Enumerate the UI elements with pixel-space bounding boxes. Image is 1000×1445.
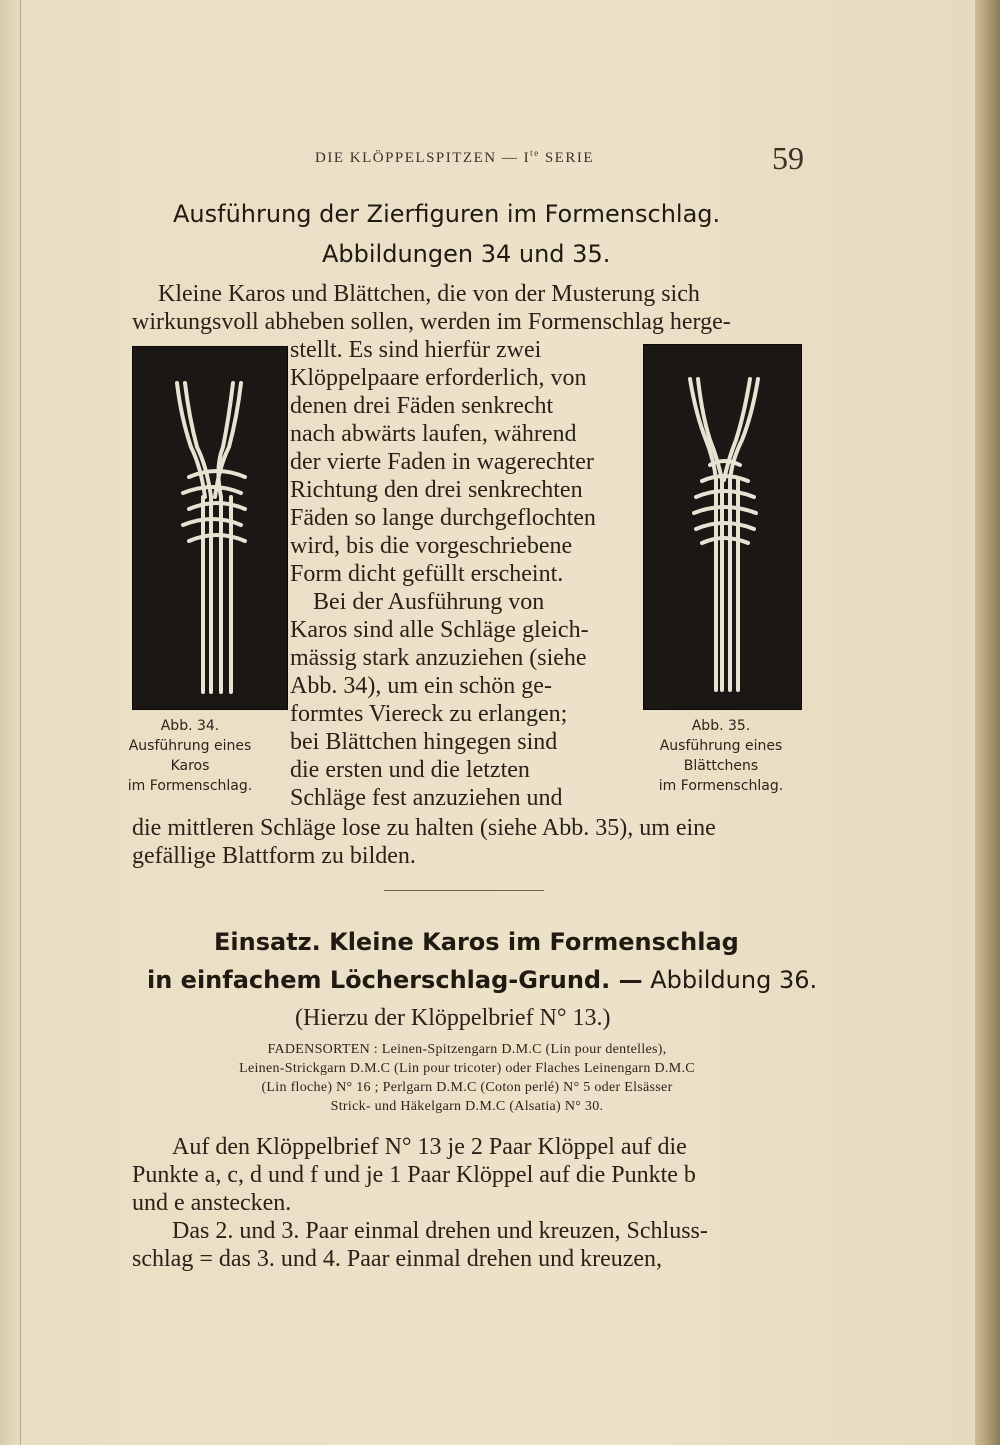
figure-35-blaettchen: [643, 344, 802, 710]
book-spine-edge: [20, 0, 21, 1445]
section2-title-line2-rest: Abbildung 36.: [642, 966, 818, 994]
para3-line: schlag = das 3. und 4. Paar einmal drehen und kreuzen,: [132, 1246, 663, 1272]
para-line: die mittleren Schläge lose zu halten (siehe Abb. 35), um eine: [132, 815, 716, 841]
fadensorten-line: Leinen-Strickgarn D.M.C (Lin pour tricoter) oder Flaches Leinengarn D.M.C: [239, 1061, 695, 1076]
para-line: Schläge fest anzuziehen und: [290, 785, 563, 811]
para-line: nach abwärts laufen, während: [290, 421, 577, 447]
page-number: 59: [772, 140, 804, 176]
fadensorten-line: FADENSORTEN : Leinen-Spitzengarn D.M.C (Lin pour dentelles),: [267, 1042, 667, 1057]
para-line: die ersten und die letzten: [290, 757, 530, 783]
lace-leaf-illustration: [644, 345, 801, 709]
section1-title-line1: Ausführung der Zierfiguren im Formenschlag.: [173, 200, 721, 228]
lace-karo-illustration: [133, 347, 287, 709]
para2-line: Punkte a, c, d und f und je 1 Paar Klöppel auf die Punkte b: [132, 1162, 696, 1188]
para-line: Fäden so lange durchgeflochten: [290, 505, 596, 531]
figure-35-caption: [636, 716, 806, 796]
fadensorten-block: [132, 1040, 802, 1116]
figure-34-caption-line1: Ausführung eines: [128, 738, 252, 754]
para-line: formtes Viereck zu erlangen;: [290, 701, 568, 727]
section-divider: [384, 890, 544, 891]
running-title-sup: te: [530, 148, 540, 158]
section2-title-line2-bold: in einfachem Löcherschlag-Grund. —: [147, 966, 643, 994]
figure-35-caption-line3: im Formenschlag.: [658, 778, 784, 794]
para-line: bei Blättchen hingegen sind: [290, 729, 558, 755]
para-line: Abb. 34), um ein schön ge-: [290, 673, 552, 699]
para2-line: Auf den Klöppelbrief N° 13 je 2 Paar Klöppel auf die: [172, 1134, 687, 1160]
para-line: wird, bis die vorgeschriebene: [290, 533, 573, 559]
book-page-edge: [975, 0, 1000, 1445]
figure-34-label: Abb. 34.: [160, 718, 220, 734]
fadensorten-line: (Lin floche) N° 16 ; Perlgarn D.M.C (Coton perlé) N° 5 oder Elsässer: [261, 1080, 673, 1095]
fadensorten-line: Strick- und Häkelgarn D.M.C (Alsatia) N° 30.: [330, 1099, 604, 1114]
section2-title-line2: [147, 966, 817, 995]
para-line: Kleine Karos und Blättchen, die von der Musterung sich: [158, 281, 700, 307]
figure-35-label: Abb. 35.: [691, 718, 751, 734]
para-line: denen drei Fäden senkrecht: [290, 393, 554, 419]
para2-line: und e anstecken.: [132, 1190, 292, 1216]
para-line: Bei der Ausführung von: [313, 589, 545, 615]
para-line: der vierte Faden in wagerechter: [290, 449, 594, 475]
para-line: Karos sind alle Schläge gleich-: [290, 617, 589, 643]
para3-line: Das 2. und 3. Paar einmal drehen und kreuzen, Schluss-: [172, 1218, 708, 1244]
para-line: gefällige Blattform zu bilden.: [132, 843, 416, 869]
para-line: mässig stark anzuziehen (siehe: [290, 645, 587, 671]
section2-title-line1: Einsatz. Kleine Karos im Formenschlag: [214, 928, 739, 956]
running-header: [315, 148, 594, 167]
figure-35-caption-line2: Blättchens: [683, 758, 759, 774]
para-line: Form dicht gefüllt erscheint.: [290, 561, 564, 587]
figure-34-karos: [132, 346, 288, 710]
figure-34-caption-line3: im Formenschlag.: [127, 778, 253, 794]
para-line: Richtung den drei senkrechten: [290, 477, 583, 503]
section2-subtitle: (Hierzu der Klöppelbrief N° 13.): [295, 1005, 611, 1031]
para-line: wirkungsvoll abheben sollen, werden im Formenschlag herge-: [132, 309, 731, 335]
running-title-tail: SERIE: [539, 150, 594, 166]
running-title: DIE KLÖPPELSPITZEN — I: [315, 150, 531, 166]
figure-35-caption-line1: Ausführung eines: [659, 738, 783, 754]
para-line: stellt. Es sind hierfür zwei: [290, 337, 542, 363]
figure-34-caption-line2: Karos: [170, 758, 210, 774]
para-line: Klöppelpaare erforderlich, von: [290, 365, 587, 391]
figure-34-caption: [110, 716, 270, 796]
section1-title-line2: Abbildungen 34 und 35.: [322, 240, 611, 268]
